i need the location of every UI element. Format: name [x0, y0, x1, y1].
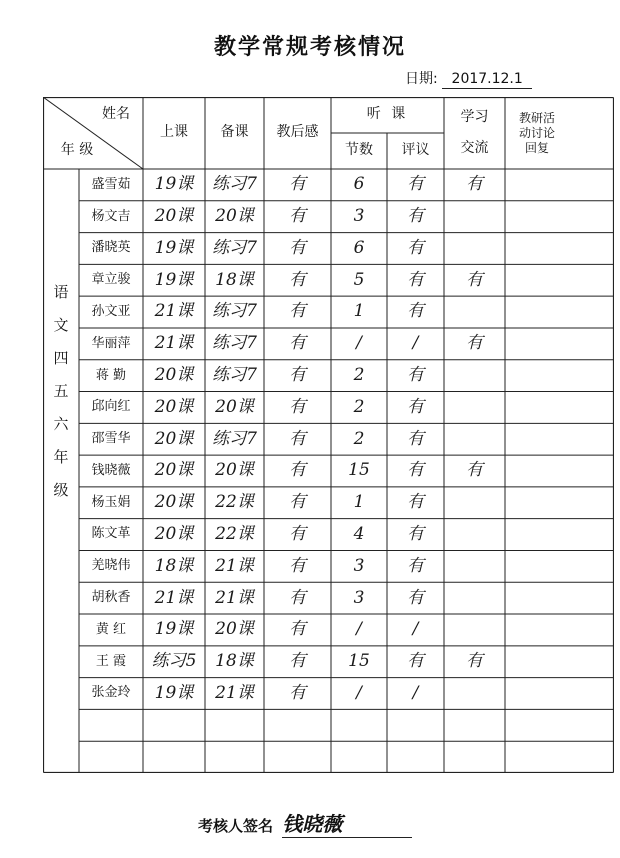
cell-comment: / [412, 619, 419, 640]
grade-label [43, 281, 79, 512]
signature-line [198, 808, 412, 838]
header-study-line1: 学习 [460, 108, 489, 125]
cell-comment [387, 709, 444, 741]
cell-reflect: 有 [289, 460, 306, 481]
cell-study [444, 360, 505, 392]
cell-name: 陈文革 [91, 526, 131, 542]
cell-periods: 4 [353, 523, 365, 544]
cell-name: 蒋 勤 [95, 367, 127, 383]
grade-char: 文 [53, 316, 69, 334]
cell-research [505, 360, 614, 392]
cell-research [505, 423, 614, 455]
cell-research [505, 550, 614, 582]
cell-comment: 有 [407, 237, 424, 258]
header-prep: 备课 [220, 124, 249, 141]
cell-name: 孙文亚 [91, 303, 131, 319]
cell-teach: 19课 [154, 682, 194, 703]
cell-comment: 有 [407, 301, 424, 322]
cell-periods: 5 [353, 269, 365, 290]
cell-periods: 3 [353, 206, 365, 227]
cell-research [505, 709, 614, 741]
cell-study [444, 296, 505, 328]
cell-name: 胡秋香 [91, 590, 131, 606]
header-study [444, 97, 505, 169]
cell-prep [205, 709, 264, 741]
cell-reflect: 有 [289, 301, 306, 322]
cell-name: 潘晓英 [91, 240, 131, 256]
cell-reflect: 有 [289, 555, 306, 576]
cell-study: 有 [466, 651, 483, 672]
cell-research [505, 233, 614, 265]
cell-name [79, 709, 143, 741]
cell-comment: 有 [407, 587, 424, 608]
cell-prep: 22课 [215, 523, 254, 544]
cell-study [444, 233, 505, 265]
cell-reflect: 有 [289, 428, 306, 449]
grade-char: 四 [53, 349, 69, 367]
cell-teach: 练习5 [151, 651, 197, 672]
header-research-line2: 动讨论 [518, 125, 555, 140]
cell-study [444, 423, 505, 455]
cell-reflect: 有 [289, 523, 306, 544]
cell-research [505, 169, 614, 201]
cell-teach: 19课 [154, 237, 194, 258]
header-research-line1: 教研活 [518, 110, 555, 125]
cell-name: 杨玉娟 [91, 494, 131, 510]
cell-comment: 有 [407, 460, 424, 481]
cell-reflect: 有 [289, 682, 306, 703]
cell-comment: 有 [407, 365, 424, 385]
cell-comment: 有 [407, 174, 424, 195]
cell-study: 有 [466, 269, 483, 290]
date-value: 2017.12.1 [442, 71, 532, 89]
cell-teach [143, 741, 205, 773]
cell-teach: 20课 [154, 523, 194, 544]
cell-teach: 20课 [154, 492, 194, 513]
header-comment: 评议 [401, 142, 430, 159]
header-research [505, 97, 569, 169]
cell-comment: 有 [407, 269, 424, 290]
cell-reflect: 有 [289, 269, 306, 290]
cell-comment: 有 [407, 651, 424, 672]
cell-comment: 有 [407, 555, 424, 576]
cell-research [505, 455, 614, 487]
cell-prep: 18课 [215, 269, 254, 290]
cell-study [444, 519, 505, 551]
header-name: 姓名 [102, 106, 130, 123]
cell-name: 黄 红 [95, 621, 127, 637]
cell-study: 有 [466, 333, 483, 354]
cell-reflect: 有 [289, 174, 306, 195]
header-teach: 上课 [160, 124, 188, 141]
cell-name: 章立骏 [91, 272, 131, 288]
header-reflect: 教后感 [276, 124, 319, 141]
cell-prep: 练习7 [212, 333, 257, 354]
cell-reflect: 有 [289, 333, 306, 354]
grade-char: 级 [53, 481, 69, 499]
cell-research [505, 582, 614, 614]
cell-prep: 20课 [215, 396, 254, 417]
cell-teach: 20课 [154, 365, 194, 385]
cell-prep [205, 741, 264, 773]
cell-research [505, 519, 614, 551]
cell-prep: 练习7 [212, 174, 257, 195]
cell-research [505, 328, 614, 360]
cell-periods: 2 [353, 396, 365, 417]
cell-comment: 有 [407, 428, 424, 449]
header-grade: 年 级 [60, 142, 94, 159]
cell-comment: 有 [407, 206, 424, 227]
cell-periods [331, 709, 387, 741]
grade-char: 五 [53, 382, 69, 400]
cell-periods: 2 [353, 428, 365, 449]
cell-teach: 18课 [154, 555, 194, 576]
cell-study [444, 201, 505, 233]
cell-name: 华丽萍 [91, 335, 131, 351]
cell-reflect: 有 [289, 396, 306, 417]
cell-reflect: 有 [289, 492, 306, 513]
cell-teach: 20课 [154, 206, 194, 227]
cell-study [444, 678, 505, 710]
cell-research [505, 392, 614, 424]
cell-periods: / [356, 333, 362, 354]
cell-name: 羌晓伟 [91, 558, 131, 574]
cell-prep: 21课 [215, 587, 254, 608]
cell-study: 有 [466, 174, 483, 195]
cell-periods: 2 [353, 365, 365, 385]
cell-teach: 19课 [154, 174, 194, 195]
cell-periods: 3 [353, 587, 365, 608]
cell-research [505, 741, 614, 773]
date-line [405, 68, 532, 89]
cell-prep: 20课 [215, 619, 254, 640]
cell-name: 杨文吉 [91, 208, 131, 224]
cell-research [505, 614, 614, 646]
header-study-line2: 交流 [460, 140, 489, 156]
cell-comment: / [412, 333, 419, 354]
cell-periods: / [356, 619, 362, 640]
cell-reflect [264, 709, 331, 741]
cell-name [79, 741, 143, 773]
cell-name: 张金玲 [91, 685, 131, 701]
cell-prep: 18课 [215, 651, 254, 672]
page-title: 教学常规考核情况 [213, 34, 406, 60]
cell-research [505, 264, 614, 296]
grade-char: 年 [53, 448, 69, 466]
cell-study [444, 582, 505, 614]
cell-teach: 20课 [154, 460, 194, 481]
cell-periods: 3 [353, 555, 365, 576]
cell-research [505, 296, 614, 328]
cell-teach: 21课 [154, 301, 194, 322]
cell-prep: 练习7 [212, 365, 257, 385]
cell-comment [387, 741, 444, 773]
date-label: 日期: [405, 71, 438, 87]
header-listen: 听 课 [366, 106, 409, 123]
cell-study: 有 [466, 460, 483, 481]
header-periods: 节数 [345, 142, 373, 159]
cell-prep: 21课 [215, 682, 254, 703]
cell-teach: 21课 [154, 333, 194, 354]
cell-prep: 练习7 [212, 428, 257, 449]
grade-char: 六 [53, 415, 69, 433]
assessment-table [43, 97, 614, 773]
cell-prep: 练习7 [212, 237, 257, 258]
cell-prep: 20课 [215, 460, 254, 481]
cell-teach: 20课 [154, 396, 194, 417]
cell-comment: / [412, 682, 419, 703]
cell-name: 邵雪华 [91, 431, 131, 447]
cell-periods: 6 [353, 237, 365, 258]
cell-comment: 有 [407, 396, 424, 417]
cell-reflect: 有 [289, 651, 306, 672]
cell-teach: 19课 [154, 269, 194, 290]
cell-reflect: 有 [289, 237, 306, 258]
cell-periods [331, 741, 387, 773]
cell-reflect [264, 741, 331, 773]
cell-teach: 19课 [154, 619, 194, 640]
cell-research [505, 646, 614, 678]
cell-study [444, 614, 505, 646]
cell-name: 邱向红 [91, 399, 131, 415]
cell-prep: 20课 [215, 206, 254, 227]
grade-char: 语 [53, 283, 69, 301]
cell-study [444, 487, 505, 519]
cell-study [444, 709, 505, 741]
cell-name: 盛雪茹 [91, 176, 131, 192]
cell-reflect: 有 [289, 206, 306, 227]
signature-value: 钱晓薇 [282, 808, 412, 838]
cell-periods: 15 [348, 460, 370, 481]
cell-name: 钱晓薇 [91, 462, 131, 478]
cell-comment: 有 [407, 492, 424, 513]
cell-teach: 21课 [154, 587, 194, 608]
cell-reflect: 有 [289, 365, 306, 385]
cell-name: 王 霞 [95, 653, 127, 669]
cell-prep: 练习7 [212, 301, 257, 322]
cell-comment: 有 [407, 523, 424, 544]
cell-prep: 21课 [215, 555, 254, 576]
cell-research [505, 487, 614, 519]
cell-study [444, 550, 505, 582]
cell-reflect: 有 [289, 587, 306, 608]
cell-reflect: 有 [289, 619, 306, 640]
cell-prep: 22课 [215, 492, 254, 513]
header-research-line3: 回复 [524, 140, 549, 155]
cell-periods: 15 [348, 651, 370, 672]
cell-periods: 1 [353, 492, 365, 513]
cell-study [444, 741, 505, 773]
cell-teach [143, 709, 205, 741]
cell-study [444, 392, 505, 424]
cell-periods: 1 [353, 301, 365, 322]
signature-label: 考核人签名 [198, 817, 274, 835]
cell-periods: / [356, 682, 362, 703]
cell-research [505, 201, 614, 233]
cell-teach: 20课 [154, 428, 194, 449]
cell-research [505, 678, 614, 710]
cell-periods: 6 [353, 174, 365, 195]
